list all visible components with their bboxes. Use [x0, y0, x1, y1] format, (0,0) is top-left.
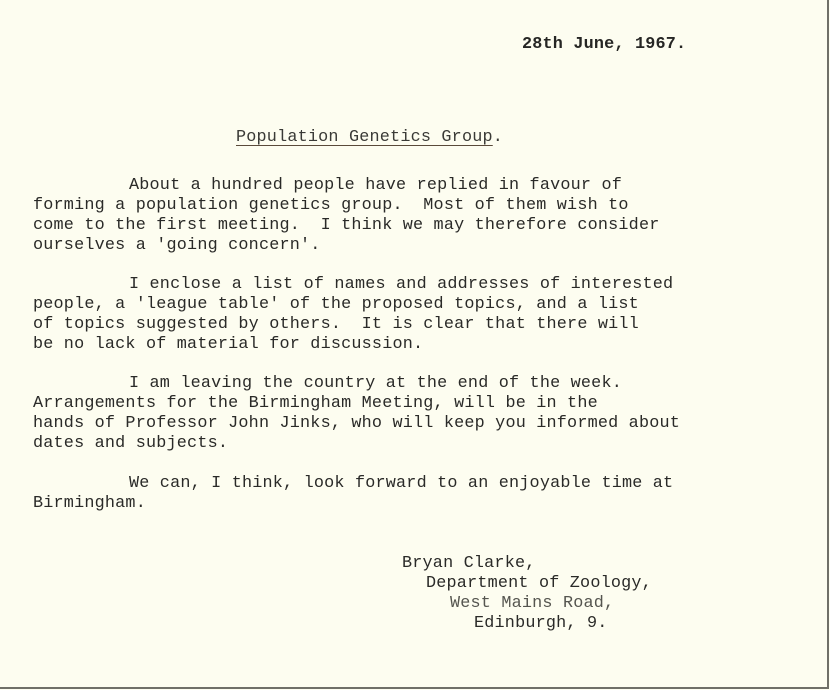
paragraph-line: dates and subjects. [33, 434, 229, 453]
letter-title-period: . [492, 128, 504, 147]
paragraph-line: I am leaving the country at the end of the week. [129, 374, 622, 393]
paragraph-line: I enclose a list of names and addresses of interested [129, 275, 674, 294]
paragraph-1 [33, 176, 660, 256]
paragraph-line: be no lack of material for discussion. [33, 335, 424, 354]
signature-street: West Mains Road, [450, 594, 615, 613]
paragraph-line: forming a population genetics group. Most of them wish to [33, 196, 629, 215]
letter-title [236, 128, 503, 148]
signature-block [402, 554, 652, 634]
paragraph-line: We can, I think, look forward to an enjoyable time at [129, 474, 674, 493]
letter-title-text: Population Genetics Group [236, 128, 493, 147]
paragraph-4 [33, 474, 673, 514]
paragraph-line: About a hundred people have replied in favour of [129, 176, 622, 195]
signature-city: Edinburgh, 9. [474, 614, 608, 633]
paragraph-3 [33, 374, 680, 454]
paragraph-line: come to the first meeting. I think we may therefore consider [33, 216, 660, 235]
signature-name: Bryan Clarke, [402, 554, 536, 573]
paragraph-line: Arrangements for the Birmingham Meeting, will be in the [33, 394, 598, 413]
signature-department: Department of Zoology, [426, 574, 652, 593]
paragraph-line: hands of Professor John Jinks, who will keep you informed about [33, 414, 681, 433]
paragraph-line: Birmingham. [33, 494, 146, 513]
paragraph-line: people, a 'league table' of the proposed topics, and a list [33, 295, 639, 314]
paragraph-2 [33, 275, 673, 355]
paragraph-line: ourselves a 'going concern'. [33, 236, 321, 255]
paragraph-line: of topics suggested by others. It is clear that there will [33, 315, 639, 334]
letter-date: 28th June, 1967. [522, 35, 687, 54]
